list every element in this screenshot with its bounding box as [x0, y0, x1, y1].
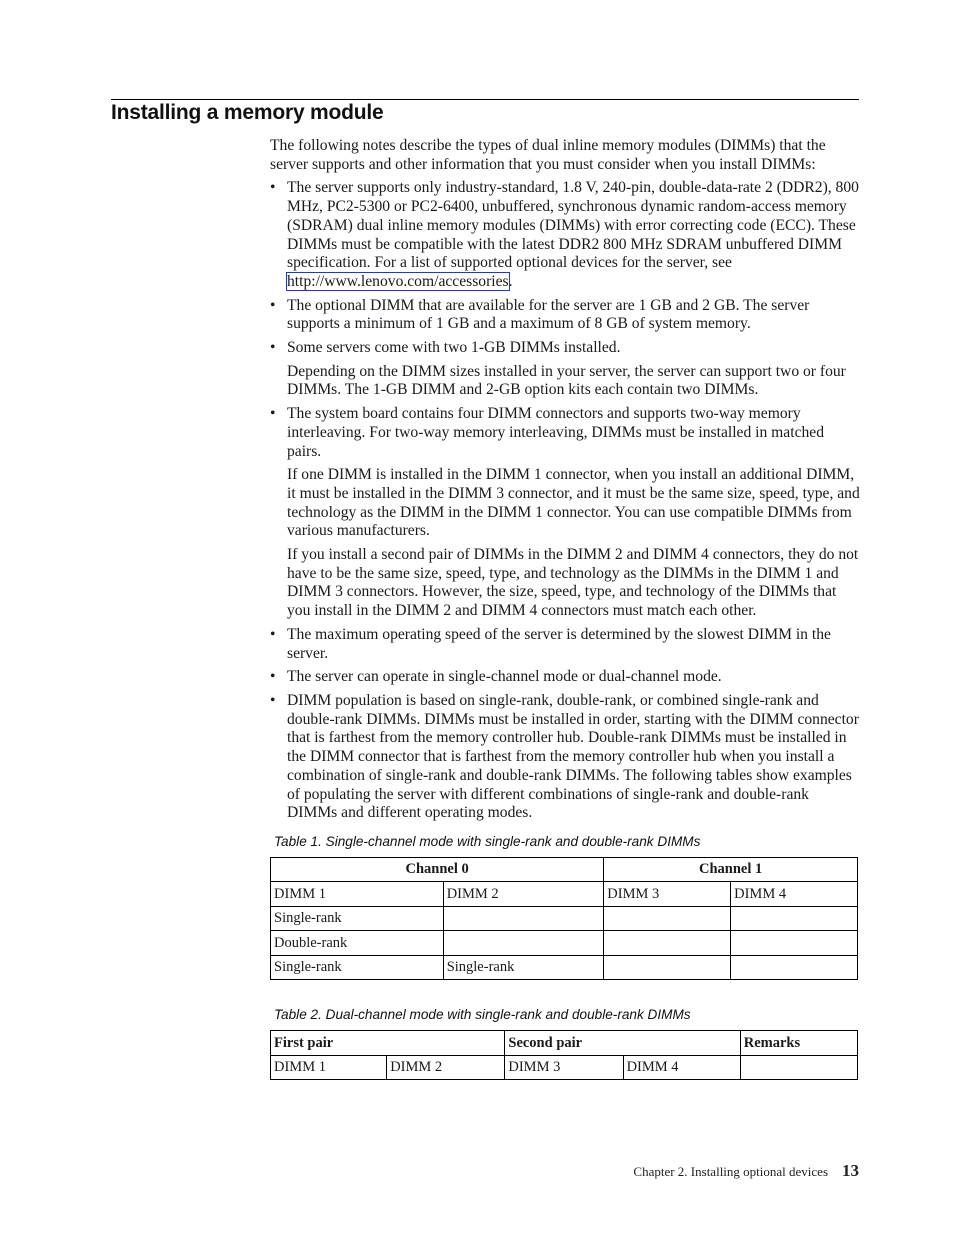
table-column-header: DIMM 1	[271, 1055, 387, 1080]
table-cell	[731, 931, 858, 956]
note-text-end: .	[508, 272, 513, 290]
table-group-header: Second pair	[505, 1031, 740, 1056]
table-cell	[443, 906, 604, 931]
note-text: The optional DIMM that are available for the server are 1 GB and 2 GB. The server supports a minimum of 1 GB and a maximum of 8 GB of system memory.	[287, 296, 810, 333]
table-cell: Single-rank	[271, 955, 444, 980]
table-cell	[731, 955, 858, 980]
table-column-header: DIMM 4	[623, 1055, 740, 1080]
accessories-link[interactable]: http://www.lenovo.com/accessories	[287, 272, 509, 290]
table-cell	[604, 906, 731, 931]
note-text: Some servers come with two 1-GB DIMMs installed.	[287, 339, 621, 357]
list-item	[270, 668, 860, 687]
note-text: The server supports only industry-standard, 1.8 V, 240-pin, double-data-rate 2 (DDR2), 800 MHz, PC2-5300 or PC2-6400, unbuffered, synchronous dynamic random-access memory (SDRAM) dual inline memory modules (DIMMs) with error correcting code (ECC). These DIMMs must be compatible with the latest DDR2 800 MHz SDRAM unbuffered DIMM specification. For a list of supported optional devices for the server, see	[287, 179, 859, 272]
page-footer	[633, 1161, 859, 1181]
table-cell: Double-rank	[271, 931, 444, 956]
table-group-header: Channel 0	[271, 857, 604, 882]
intro-paragraph: The following notes describe the types of dual inline memory modules (DIMMs) that the server supports and other information that you must consider when you install DIMMs:	[270, 137, 826, 173]
table-group-header: First pair	[271, 1031, 505, 1056]
table-group-header: Remarks	[740, 1031, 857, 1056]
heading-rule	[111, 99, 859, 100]
table-column-header: DIMM 2	[443, 882, 604, 907]
note-continuation: Depending on the DIMM sizes installed in your server, the server can support two or four DIMMs. The 1-GB DIMM and 2-GB option kits each contain two DIMMs.	[287, 362, 846, 399]
table-column-header: DIMM 2	[387, 1055, 505, 1080]
table-row	[271, 931, 858, 956]
bullet-icon: •	[270, 179, 276, 197]
list-item	[270, 297, 860, 334]
bullet-icon: •	[270, 296, 276, 314]
table-row	[271, 906, 858, 931]
table-header-row	[271, 857, 858, 882]
table-cell: Single-rank	[443, 955, 604, 980]
list-item	[270, 405, 860, 621]
table2-caption: Table 2. Dual-channel mode with single-rank and double-rank DIMMs	[274, 1007, 691, 1023]
table-cell	[604, 931, 731, 956]
notes-list	[270, 179, 860, 823]
table-column-header: DIMM 1	[271, 882, 444, 907]
table-cell: Single-rank	[271, 906, 444, 931]
table-column-header: DIMM 3	[604, 882, 731, 907]
table-header-row	[271, 1031, 858, 1056]
table-cell	[731, 906, 858, 931]
list-item	[270, 339, 860, 400]
note-text: The server can operate in single-channel mode or dual-channel mode.	[287, 668, 722, 686]
table-column-header: DIMM 3	[505, 1055, 623, 1080]
note-text: DIMM population is based on single-rank, double-rank, or combined single-rank and double-rank DIMMs. DIMMs must be installed in order, starting with the DIMM connector that is farthest from the memory controller hub. Double-rank DIMMs must be installed in the DIMM connector that is farthest from the memory controller hub when you install a combination of single-rank and double-rank DIMMs. The following tables show examples of populating the server with different combinations of single-rank and double-rank DIMMs and different operating modes.	[287, 691, 859, 822]
note-text: The maximum operating speed of the server is determined by the slowest DIMM in the server.	[287, 625, 831, 662]
list-item	[270, 626, 860, 663]
bullet-icon: •	[270, 668, 276, 686]
table-column-row	[271, 1055, 858, 1080]
table-cell	[443, 931, 604, 956]
bullet-icon: •	[270, 339, 276, 357]
bullet-icon: •	[270, 625, 276, 643]
table-row	[271, 955, 858, 980]
section-heading: Installing a memory module	[111, 101, 384, 124]
footer-chapter: Chapter 2. Installing optional devices	[633, 1164, 828, 1179]
list-item	[270, 692, 860, 823]
page-number: 13	[842, 1161, 859, 1180]
note-continuation: If one DIMM is installed in the DIMM 1 connector, when you install an additional DIMM, it must be installed in the DIMM 3 connector, and it must be the same size, speed, type, and technology as the DIMM in the DIMM 1 connector. You can use compatible DIMMs from various manufacturers.	[287, 466, 860, 540]
table-column-header	[740, 1055, 857, 1080]
table-column-row	[271, 882, 858, 907]
section-body	[270, 137, 860, 1080]
table1-single-channel	[270, 857, 858, 981]
table-cell	[604, 955, 731, 980]
table-group-header: Channel 1	[604, 857, 858, 882]
bullet-icon: •	[270, 691, 276, 709]
list-item	[270, 179, 860, 291]
bullet-icon: •	[270, 405, 276, 423]
note-continuation: If you install a second pair of DIMMs in the DIMM 2 and DIMM 4 connectors, they do not have to be the same size, speed, type, and technology as the DIMMs in the DIMM 1 and DIMM 3 connectors. However, the size, speed, type, and technology of the DIMMs that you install in the DIMM 2 and DIMM 4 connectors must match each other.	[287, 546, 859, 620]
table-column-header: DIMM 4	[731, 882, 858, 907]
note-text: The system board contains four DIMM connectors and supports two-way memory interleaving. For two-way memory interleaving, DIMMs must be installed in matched pairs.	[287, 405, 825, 460]
table1-caption: Table 1. Single-channel mode with single-rank and double-rank DIMMs	[274, 833, 701, 849]
table2-dual-channel	[270, 1030, 858, 1080]
